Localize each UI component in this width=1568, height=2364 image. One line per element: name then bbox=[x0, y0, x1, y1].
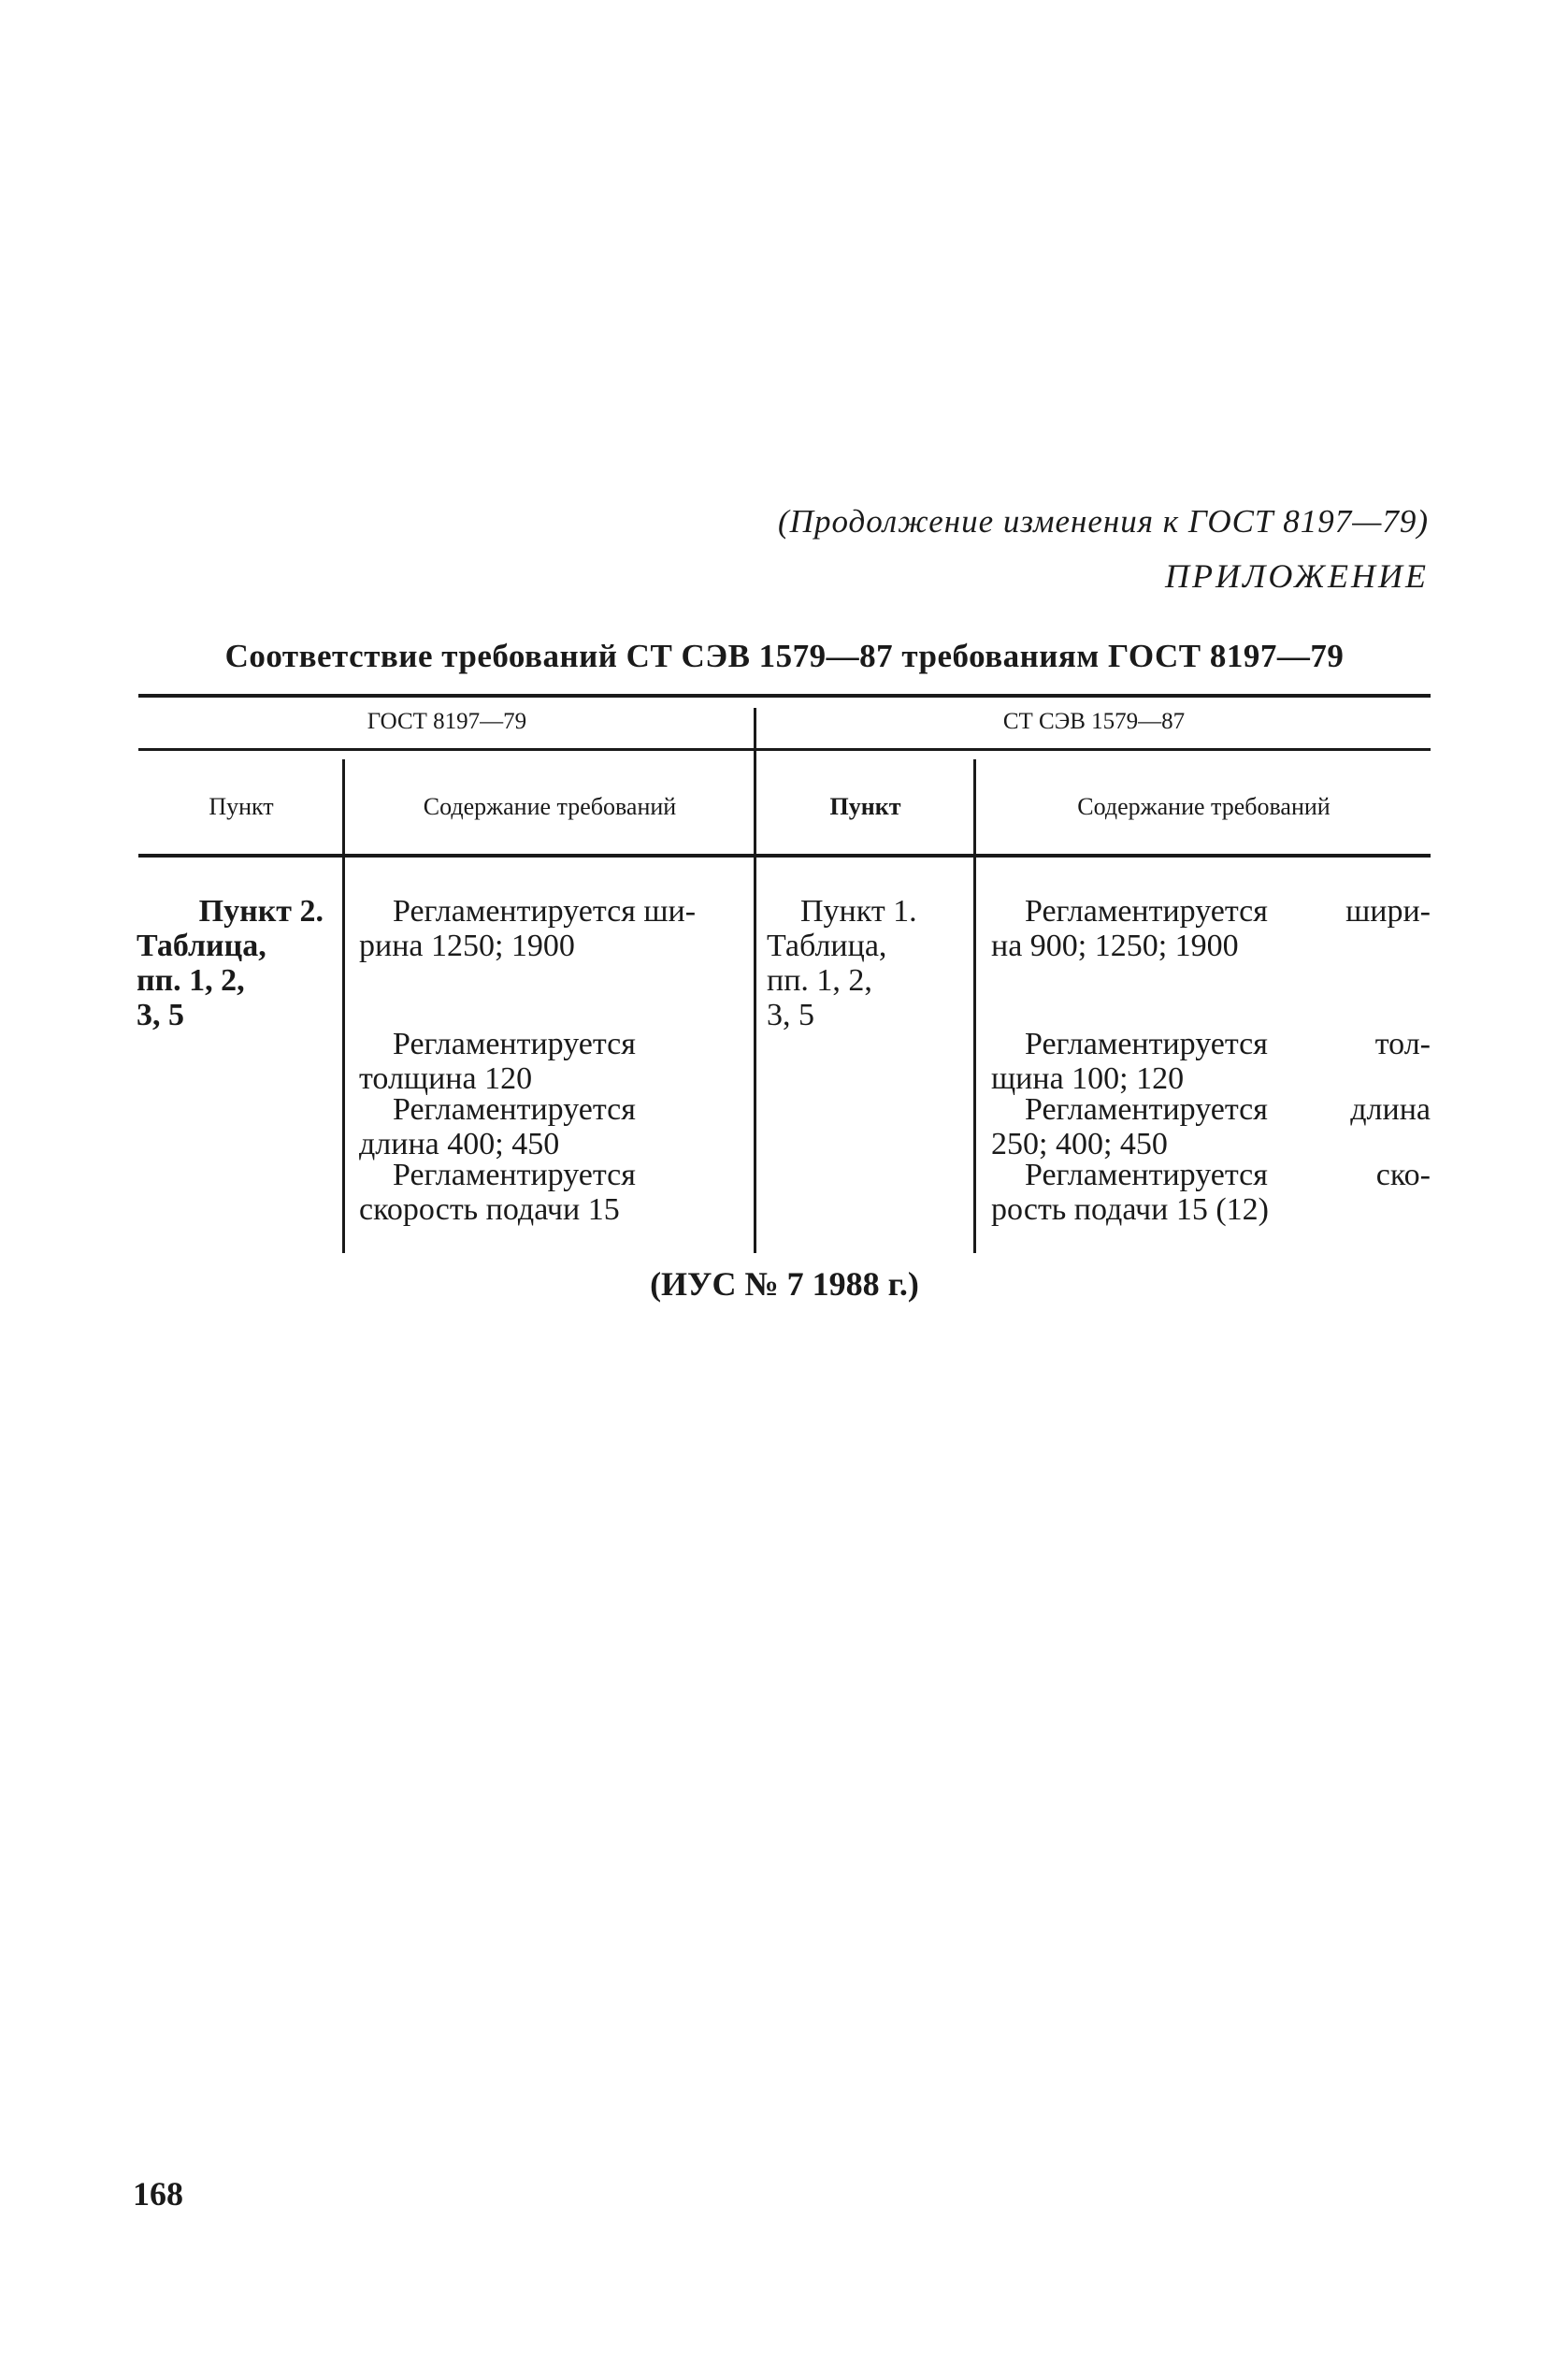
sev-requirement-line: Регламентируется bbox=[1025, 1092, 1268, 1127]
group-header-rule-right bbox=[755, 748, 1431, 751]
gost-clause-line: 3, 5 bbox=[137, 998, 184, 1032]
sev-requirement-line: Регламентируется bbox=[1025, 1027, 1268, 1061]
gost-clause-line: Пункт 2. bbox=[198, 894, 324, 929]
sev-clause-line: Таблица, bbox=[767, 929, 887, 963]
sev-requirement-first-line bbox=[991, 1158, 1431, 1192]
gost-requirement bbox=[359, 1158, 741, 1227]
sev-requirement-line: ско- bbox=[1375, 1158, 1431, 1192]
sev-requirement bbox=[991, 894, 1431, 963]
col-header-sev-requirements: Содержание требований bbox=[1077, 793, 1331, 820]
gost-requirement-line: скорость подачи 15 bbox=[359, 1192, 620, 1227]
page-number: 168 bbox=[133, 2175, 183, 2213]
gost-requirement-line: Регламентируется bbox=[393, 1027, 636, 1061]
sev-requirement-line: Регламентируется bbox=[1025, 1158, 1268, 1192]
group-header-gost: ГОСТ 8197—79 bbox=[367, 709, 527, 734]
gost-clause-line: Таблица, bbox=[137, 929, 266, 963]
gost-clause-line: пп. 1, 2, bbox=[137, 963, 245, 998]
sev-clause-line: Пункт 1. bbox=[800, 894, 917, 929]
sev-requirement-line: Регламентируется bbox=[1025, 894, 1268, 929]
sev-requirement-first-line bbox=[991, 894, 1431, 929]
sev-requirement-first-line bbox=[991, 1027, 1431, 1061]
table-title: Соответствие требований СТ СЭВ 1579—87 требованиям ГОСТ 8197—79 bbox=[224, 638, 1345, 674]
sev-requirement-line: щина 100; 120 bbox=[991, 1061, 1185, 1096]
sev-requirement-line: на 900; 1250; 1900 bbox=[991, 929, 1239, 963]
col-header-gost-requirements: Содержание требований bbox=[423, 793, 677, 820]
sev-requirement-line: тол- bbox=[1374, 1027, 1431, 1061]
group-header-rule-left bbox=[138, 748, 754, 751]
sev-requirement-line: шири- bbox=[1345, 894, 1431, 929]
sev-requirement-first-line bbox=[991, 1092, 1431, 1127]
gost-clause-cell bbox=[137, 894, 324, 1032]
divider-gost-sev bbox=[754, 708, 756, 1253]
appendix-heading: ПРИЛОЖЕНИЕ bbox=[1165, 557, 1429, 595]
sev-requirement-line: рость подачи 15 (12) bbox=[991, 1192, 1269, 1227]
sev-clause-line: 3, 5 bbox=[767, 998, 814, 1032]
sev-requirement bbox=[991, 1158, 1431, 1227]
sev-clause-line: пп. 1, 2, bbox=[767, 963, 872, 998]
sev-requirement bbox=[991, 1092, 1431, 1161]
divider-sev-clause bbox=[973, 759, 976, 1253]
gost-requirement bbox=[359, 1027, 741, 1096]
ius-reference: (ИУС № 7 1988 г.) bbox=[650, 1265, 919, 1303]
group-header-sev: СТ СЭВ 1579—87 bbox=[1002, 709, 1186, 734]
sev-requirement-line: длина bbox=[1350, 1092, 1431, 1127]
gost-requirement bbox=[359, 1092, 741, 1161]
col-header-gost-clause: Пункт bbox=[209, 793, 274, 820]
sev-requirement-line: 250; 400; 450 bbox=[991, 1127, 1168, 1161]
gost-requirement-line: рина 1250; 1900 bbox=[359, 929, 575, 963]
sev-requirement bbox=[991, 1027, 1431, 1096]
col-header-sev-clause: Пункт bbox=[829, 793, 901, 820]
continuation-note: (Продолжение изменения к ГОСТ 8197—79) bbox=[778, 503, 1429, 540]
gost-requirement-line: длина 400; 450 bbox=[359, 1127, 560, 1161]
gost-requirement-line: толщина 120 bbox=[359, 1061, 533, 1096]
gost-requirement bbox=[359, 894, 741, 963]
divider-gost-clause bbox=[342, 759, 345, 1253]
gost-requirement-line: Регламентируется bbox=[393, 1092, 636, 1127]
column-header-bottom-rule bbox=[138, 854, 1431, 858]
gost-requirement-line: Регламентируется ши- bbox=[393, 894, 697, 929]
table-top-rule bbox=[138, 694, 1431, 698]
gost-requirement-line: Регламентируется bbox=[393, 1158, 636, 1192]
sev-clause-cell bbox=[767, 894, 963, 1032]
